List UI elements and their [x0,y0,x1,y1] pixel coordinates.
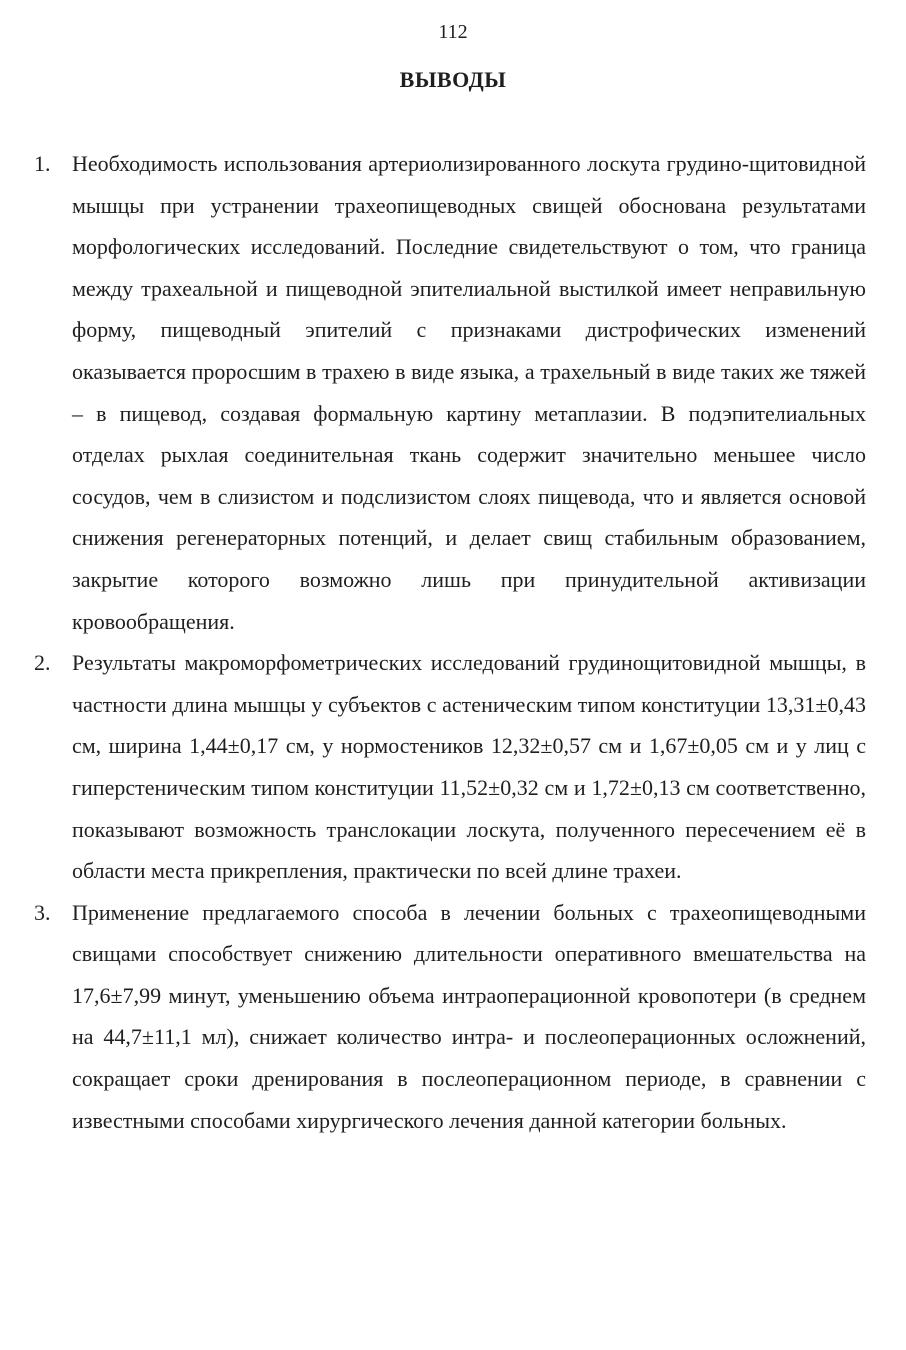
conclusion-text: Результаты макроморфометрических исследований грудинощитовидной мышцы, в частности длина мышцы у субъектов с астеническим типом конституции 13,31±0,43 см, ширина 1,44±0,17 см, у нормостеников 12,32±0,57 см и 1,67±0,05 см и у лиц с гиперстеническим типом конституции 11,52±0,32 см и 1,72±0,13 см соответственно, показывают возможность транслокации лоскута, полученного пересечением её в области места прикрепления, практически по всей длине трахеи. [72,650,866,884]
conclusion-number: 1. [34,151,51,176]
conclusion-text: Применение предлагаемого способа в лечении больных с трахеопищеводными свищами способствует снижению длительности оперативного вмешательства на 17,6±7,99 минут, уменьшению объема интраоперационной кровопотери (в среднем на 44,7±11,1 мл), снижает количество интра- и послеоперационных осложнений, сокращает сроки дренирования в послеоперационном периоде, в сравнении с известными способами хирургического лечения данной категории больных. [72,899,866,1133]
conclusion-item-2 [34,642,866,892]
conclusion-number: 3. [34,899,51,925]
page-title: ВЫВОДЫ [399,67,507,92]
page-number: 112 [438,21,468,43]
conclusion-item-3 [34,892,866,1142]
conclusions-list [34,143,866,1141]
conclusion-text: Необходимость использования артериолизированного лоскута грудино-щитовидной мышцы при устранении трахеопищеводных свищей обоснована результатами морфологических исследований. Последние свидетельствуют о том, что граница между трахеальной и пищеводной эпителиальной выстилкой имеет неправильную форму, пищеводный эпителий с признаками дистрофических изменений оказывается проросшим в трахею в виде языка, а трахельный в виде таких же тяжей – в пищевод, создавая формальную картину метаплазии. В подэпителиальных отделах рыхлая соединительная ткань содержит значительно меньшее число сосудов, чем в слизистом и подслизистом слоях пищевода, что и является основой снижения регенераторных потенций, и делает свищ стабильным образованием, закрытие которого возможно лишь при принудительной активизации кровообращения. [72,151,866,634]
conclusion-number: 2. [34,650,51,676]
conclusion-item-1 [34,143,866,642]
